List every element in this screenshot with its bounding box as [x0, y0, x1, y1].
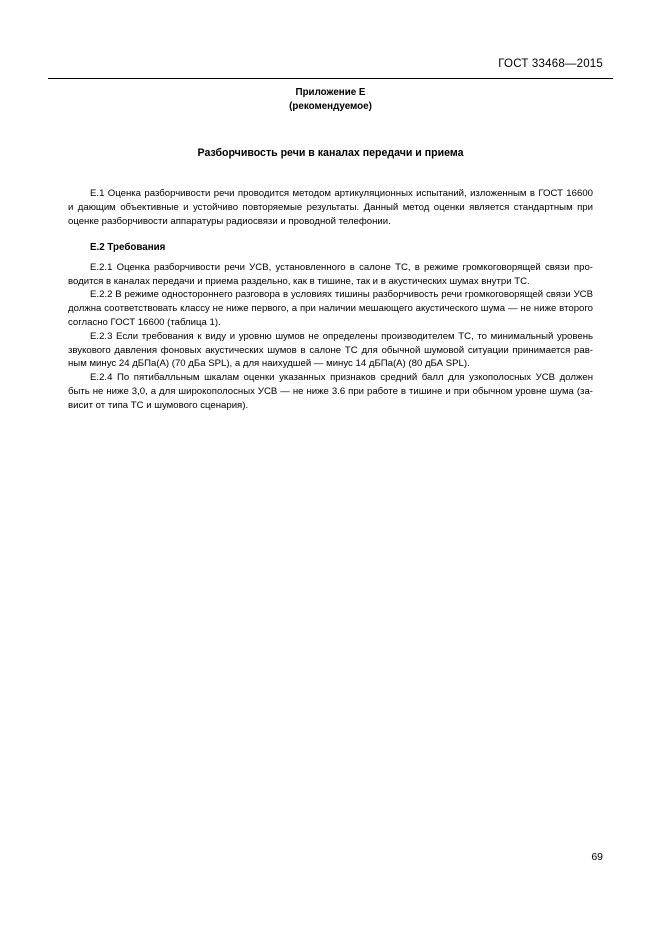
subsection-heading-e2: Е.2 Требования	[90, 241, 166, 253]
page-content	[68, 86, 593, 413]
annex-subtitle: (рекомендуемое)	[289, 101, 372, 113]
paragraph-e1: Е.1 Оценка разборчивости речи проводится методом артикуляционных испытаний, изложенным в ГОСТ 16600 и дающим объективные и устойчиво повторяемые результаты. Данный метод оценки является стандартным при оценке разборчивости аппаратуры радиосвязи и проводной телефонии.	[68, 188, 593, 227]
paragraph-e2-2: Е.2.2 В режиме одностороннего разговора в условиях тишины разборчивость речи громкоговорящей связи УСВ должна соответствовать классу не ниже первого, а при наличии мешающего акустического шума — не ниже второго согласно ГОСТ 16600 (таблица 1).	[68, 289, 593, 329]
paragraph-e2-1: Е.2.1 Оценка разборчивости речи УСВ, установленного в салоне ТС, в режиме громкоговорящей связи проводится в каналах передачи и приема раздельно, как в тишине, так и в акустических шумах внутри ТС.	[68, 261, 593, 287]
standard-designation: ГОСТ 33468—2015	[498, 58, 603, 70]
page-number: 69	[591, 851, 603, 863]
paragraph-e2-4: Е.2.4 По пятибалльным шкалам оценки указанных признаков средний балл для узкополосных УСВ должен быть не ниже 3,0, а для широкополосных УСВ — не ниже 3.6 при работе в тишине и при обычном уровне шума (зависит от типа ТС и шумового сценария).	[68, 372, 593, 411]
section-heading: Разборчивость речи в каналах передачи и приема	[197, 147, 464, 160]
paragraph-e2-3: Е.2.3 Если требования к виду и уровню шумов не определены производителем ТС, то минимальный уровень звукового давления фоновых акустических шумов в салоне ТС для обычной шумовой ситуации принимается равным минус 24 дБПа(А) (70 дБа SPL), а для наихудшей — минус 14 дБПа(А) (80 дБА SPL).	[68, 330, 593, 370]
header-divider	[48, 78, 613, 79]
annex-title: Приложение Е	[295, 87, 366, 98]
